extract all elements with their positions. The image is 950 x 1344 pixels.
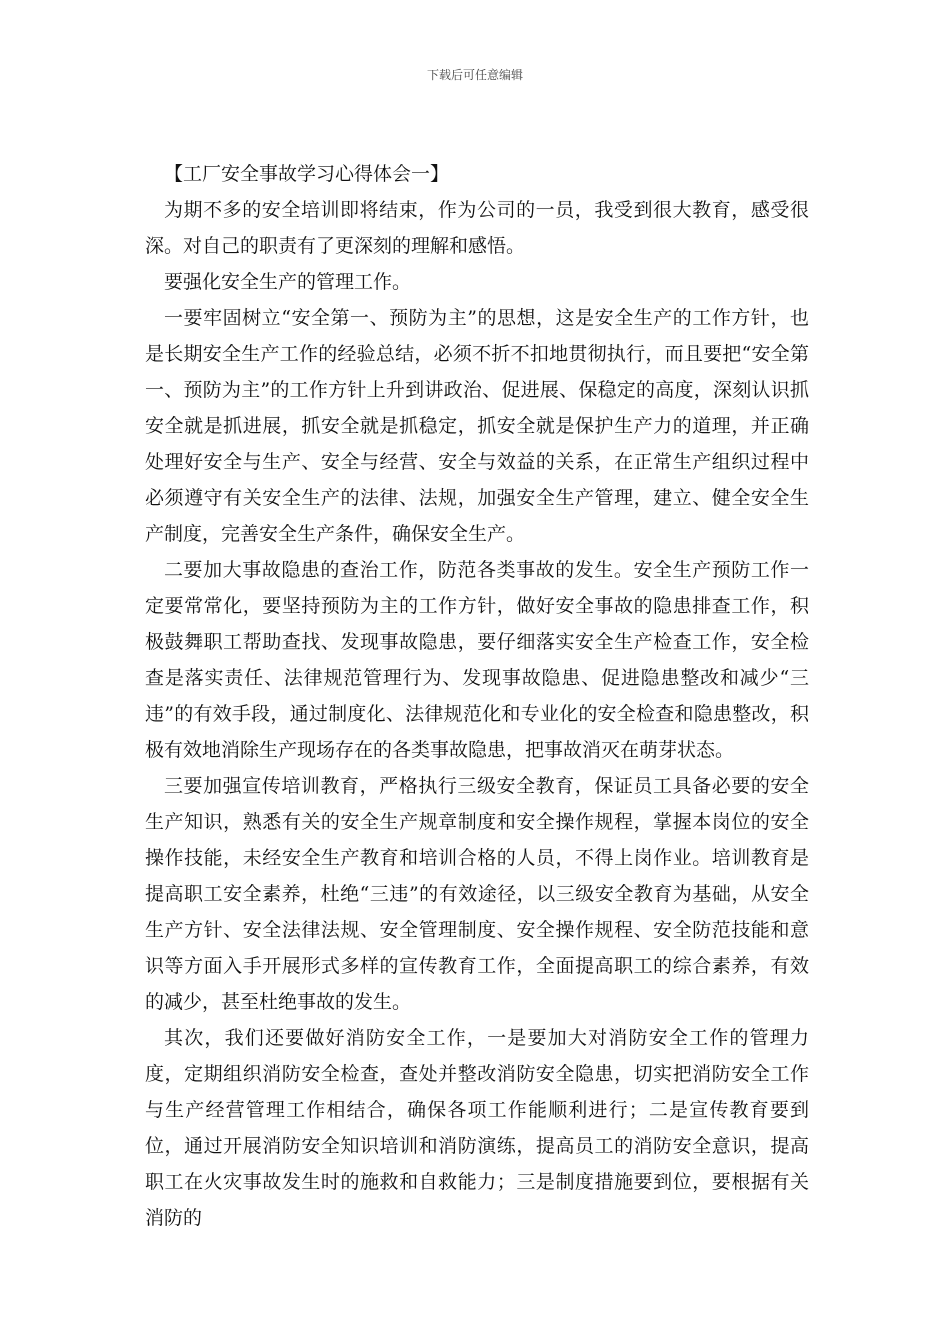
paragraph: 其次，我们还要做好消防安全工作，一是要加大对消防安全工作的管理力度，定期组织消防安全检查，查处并整改消防安全隐患，切实把消防安全工作与生产经营管理工作相结合，确保各项工作能顺利进行；二是宣传教育要到位，通过开展消防安全知识培训和消防演练，提高员工的消防安全意识，提高职工在火灾事故发生时的施救和自救能力；三是制度措施要到位，要根据有关消防的 xyxy=(145,1027,809,1229)
page-header: 下载后可任意编辑 xyxy=(426,68,523,82)
paragraph: 要强化安全生产的管理工作。 xyxy=(164,271,412,293)
paragraph: 为期不多的安全培训即将结束，作为公司的一员，我受到很大教育，感受很深。对自己的职责有了更深刻的理解和感悟。 xyxy=(145,199,809,257)
document-title: 【工厂安全事故学习心得体会一】 xyxy=(164,163,450,185)
paragraph: 一要牢固树立“安全第一、预防为主”的思想，这是安全生产的工作方针，也是长期安全生产工作的经验总结，必须不折不扣地贯彻执行，而且要把“安全第一、预防为主”的工作方针上升到讲政治、促进展、保稳定的高度，深刻认识抓安全就是抓进展，抓安全就是抓稳定，抓安全就是保护生产力的道理，并正确处理好安全与生产、安全与经营、安全与效益的关系，在正常生产组织过程中必须遵守有关安全生产的法律、法规，加强安全生产管理，建立、健全安全生产制度，完善安全生产条件，确保安全生产。 xyxy=(145,307,809,545)
paragraph: 三要加强宣传培训教育，严格执行三级安全教育，保证员工具备必要的安全生产知识，熟悉有关的安全生产规章制度和安全操作规程，掌握本岗位的安全操作技能，未经安全生产教育和培训合格的人员，不得上岗作业。培训教育是提高职工安全素养，杜绝“三违”的有效途径，以三级安全教育为基础，从安全生产方针、安全法律法规、安全管理制度、安全操作规程、安全防范技能和意识等方面入手开展形式多样的宣传教育工作，全面提高职工的综合素养，有效的减少，甚至杜绝事故的发生。 xyxy=(145,775,809,1013)
paragraph: 二要加大事故隐患的查治工作，防范各类事故的发生。安全生产预防工作一定要常常化，要坚持预防为主的工作方针，做好安全事故的隐患排查工作，积极鼓舞职工帮助查找、发现事故隐患，要仔细落实安全生产检查工作，安全检查是落实责任、法律规范管理行为、发现事故隐患、促进隐患整改和减少“三违”的有效手段，通过制度化、法律规范化和专业化的安全检查和隐患整改，积极有效地消除生产现场存在的各类事故隐患，把事故消灭在萌芽状态。 xyxy=(145,559,809,761)
document-body xyxy=(145,156,809,1236)
